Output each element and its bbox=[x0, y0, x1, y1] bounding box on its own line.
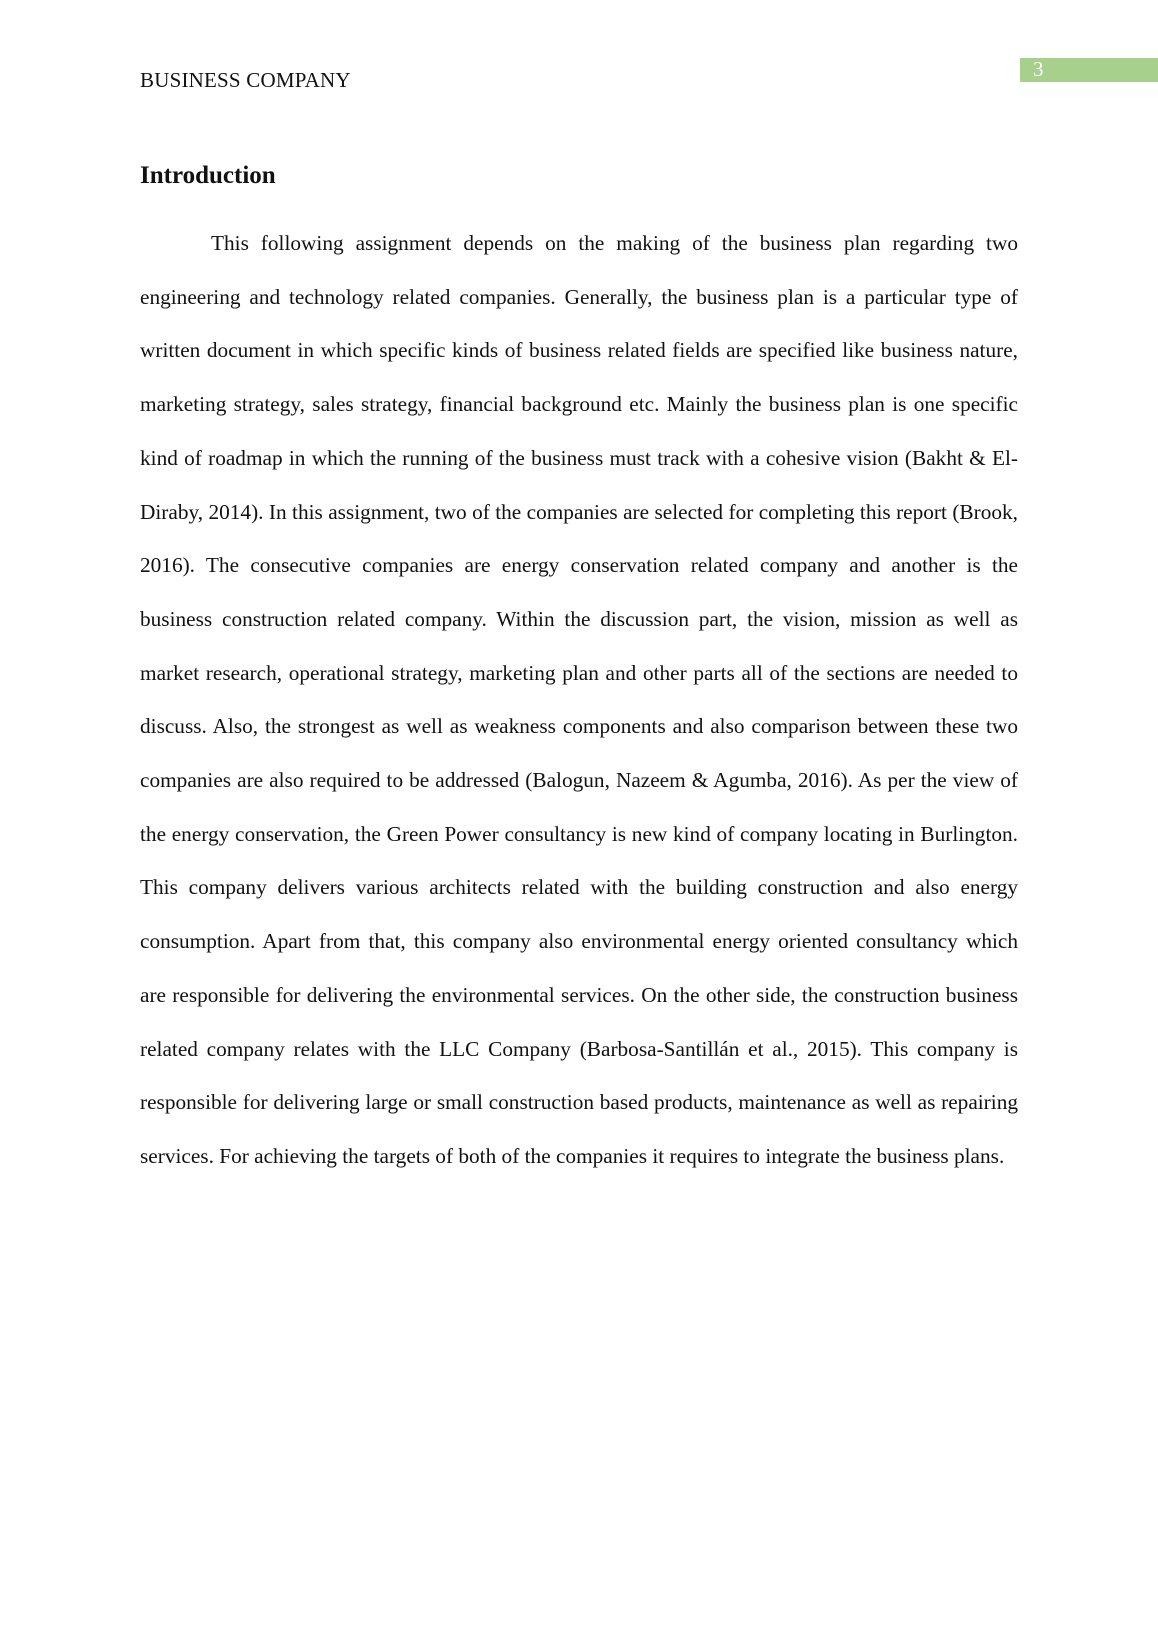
section-heading: Introduction bbox=[140, 162, 276, 189]
body-paragraph: This following assignment depends on the making of the business plan regarding two engineering and technology related companies. Generally, the business plan is a particular type of written document in which specific kinds of business related fields are specified like business nature, marketing strategy, sales strategy, financial background etc. Mainly the business plan is one specific kind of roadmap in which the running of the business must track with a cohesive vision (Bakht & El-Diraby, 2014). In this assignment, two of the companies are selected for completing this report (Brook, 2016). The consecutive companies are energy conservation related company and another is the business construction related company. Within the discussion part, the vision, mission as well as market research, operational strategy, marketing plan and other parts all of the sections are needed to discuss. Also, the strongest as well as weakness components and also comparison between these two companies are also required to be addressed (Balogun, Nazeem & Agumba, 2016). As per the view of the energy conservation, the Green Power consultancy is new kind of company locating in Burlington. This company delivers various architects related with the building construction and also energy consumption. Apart from that, this company also environmental energy oriented consultancy which are responsible for delivering the environmental services. On the other side, the construction business related company relates with the LLC Company (Barbosa-Santillán et al., 2015). This company is responsible for delivering large or small construction based products, maintenance as well as repairing services. For achieving the targets of both of the companies it requires to integrate the business plans. bbox=[140, 231, 1018, 1168]
page-number: 3 bbox=[1033, 57, 1044, 81]
running-head: BUSINESS COMPANY bbox=[140, 68, 351, 92]
